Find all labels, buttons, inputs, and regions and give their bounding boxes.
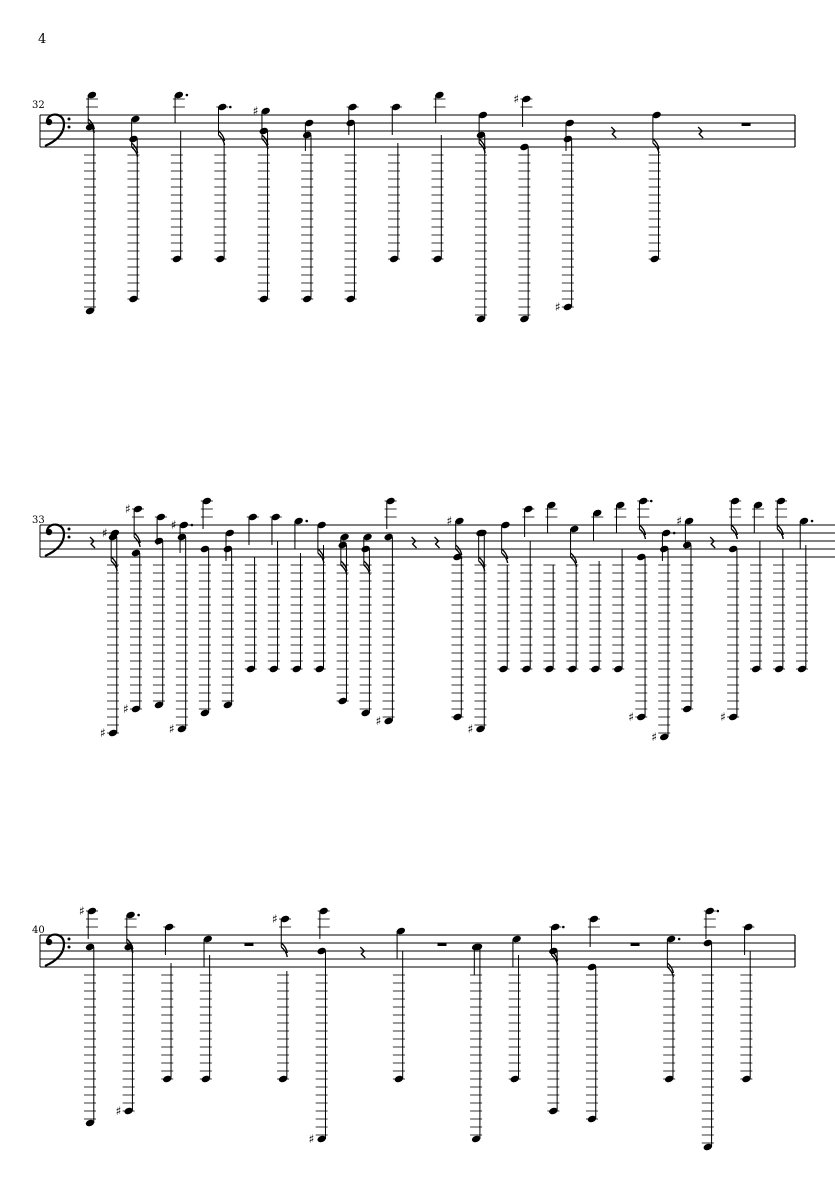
- note: [314, 545, 326, 673]
- system-3-staff: [0, 900, 835, 1160]
- sharp-icon: ♯: [168, 722, 175, 736]
- note: [649, 147, 661, 263]
- note: [309, 951, 328, 1146]
- note: [565, 119, 575, 151]
- sharp-icon: ♯: [467, 722, 474, 736]
- note: [268, 541, 280, 673]
- note: [84, 127, 96, 315]
- rest-icon: [412, 537, 417, 548]
- note: [522, 505, 534, 537]
- note: [555, 139, 574, 314]
- bass-clef-icon: [45, 115, 71, 146]
- note: [173, 91, 188, 123]
- bass-clef-icon: [45, 525, 71, 556]
- note: [388, 143, 400, 263]
- note: [340, 533, 350, 575]
- whole-rest-icon: [742, 123, 751, 126]
- note: [651, 549, 670, 744]
- note: [681, 545, 693, 713]
- note: [518, 147, 530, 323]
- rest-icon: [90, 537, 95, 548]
- sharp-icon: ♯: [720, 710, 726, 724]
- sharp-icon: ♯: [101, 526, 108, 540]
- note: [509, 955, 521, 1083]
- note: [171, 131, 183, 263]
- note: [291, 553, 303, 673]
- page-number: 4: [38, 32, 47, 47]
- note: [222, 549, 234, 709]
- sharp-icon: ♯: [99, 726, 106, 740]
- note: [470, 947, 482, 1143]
- staff-lines: [40, 115, 795, 147]
- note: [676, 514, 694, 549]
- sharp-icon: ♯: [446, 514, 453, 528]
- note: [663, 975, 675, 1083]
- note: [272, 912, 291, 957]
- measure-number-system-3: 40: [32, 925, 45, 936]
- rest-icon: [698, 127, 703, 138]
- note: [79, 904, 98, 939]
- note: [588, 915, 600, 947]
- note: [614, 501, 626, 533]
- note: [127, 139, 139, 303]
- note: [161, 963, 173, 1083]
- note: [116, 947, 135, 1118]
- sharp-icon: ♯: [115, 1104, 122, 1118]
- measure-number-system-2: 33: [32, 515, 45, 526]
- note: [796, 545, 808, 673]
- note: [200, 955, 212, 1083]
- note: [520, 541, 532, 673]
- note: [347, 103, 359, 135]
- note: [123, 553, 142, 716]
- note: [447, 514, 465, 559]
- rest-icon: [611, 127, 616, 138]
- note: [513, 92, 532, 127]
- note: [163, 923, 175, 955]
- note: [628, 557, 647, 724]
- note: [666, 935, 680, 977]
- sharp-icon: ♯: [124, 502, 131, 516]
- note: [214, 143, 226, 263]
- whole-rest-icon: [244, 943, 253, 946]
- note: [566, 565, 578, 673]
- note: [704, 907, 719, 939]
- note: [345, 123, 357, 303]
- note: [702, 943, 714, 1151]
- note: [586, 967, 598, 1123]
- note: [102, 526, 120, 571]
- whole-rest-icon: [631, 943, 640, 946]
- note: [385, 497, 397, 529]
- sharp-icon: ♯: [272, 912, 278, 926]
- note: [277, 971, 289, 1083]
- note: [720, 549, 739, 724]
- note: [318, 907, 330, 939]
- system-1-staff: [0, 80, 835, 340]
- note: [270, 513, 282, 545]
- note: [84, 947, 96, 1127]
- note: [742, 923, 754, 955]
- note: [475, 135, 487, 323]
- sharp-icon: ♯: [628, 710, 635, 724]
- bass-clef-icon: [45, 935, 71, 966]
- note: [153, 541, 165, 709]
- note: [612, 549, 624, 673]
- note: [247, 513, 259, 545]
- note: [434, 91, 446, 123]
- note: [740, 951, 752, 1083]
- sharp-icon: ♯: [122, 702, 129, 716]
- rest-icon: [435, 537, 440, 548]
- note: [752, 501, 764, 533]
- note: [547, 951, 559, 1115]
- note: [258, 131, 270, 303]
- note: [390, 103, 402, 135]
- whole-rest-icon: [438, 943, 447, 946]
- note: [497, 565, 509, 673]
- measure-number-system-1: 32: [32, 100, 45, 111]
- sharp-icon: ♯: [375, 714, 382, 728]
- staff-lines: [40, 935, 795, 967]
- sharp-icon: ♯: [79, 904, 85, 918]
- sharp-icon: ♯: [308, 1132, 315, 1146]
- note: [199, 549, 211, 717]
- system-2-staff: [0, 490, 835, 750]
- sharp-icon: ♯: [170, 518, 177, 532]
- sharp-icon: ♯: [554, 300, 561, 314]
- sharp-icon: ♯: [252, 104, 259, 118]
- sharp-icon: ♯: [676, 514, 682, 528]
- note: [301, 135, 313, 303]
- note: [130, 115, 140, 157]
- note: [545, 501, 557, 533]
- note: [393, 951, 405, 1083]
- note: [225, 529, 235, 561]
- note: [750, 541, 762, 673]
- note: [363, 533, 373, 575]
- note: [201, 497, 213, 529]
- note: [452, 557, 464, 721]
- note: [376, 537, 395, 728]
- note: [245, 557, 257, 673]
- note: [125, 502, 144, 547]
- note: [589, 561, 601, 673]
- rest-icon: [360, 947, 365, 958]
- note: [543, 565, 555, 673]
- sharp-icon: ♯: [651, 730, 658, 744]
- note: [773, 549, 785, 673]
- note: [432, 135, 444, 263]
- note: [169, 537, 188, 736]
- rest-icon: [710, 537, 715, 548]
- note: [253, 104, 271, 149]
- sharp-icon: ♯: [513, 92, 520, 106]
- note: [569, 525, 579, 567]
